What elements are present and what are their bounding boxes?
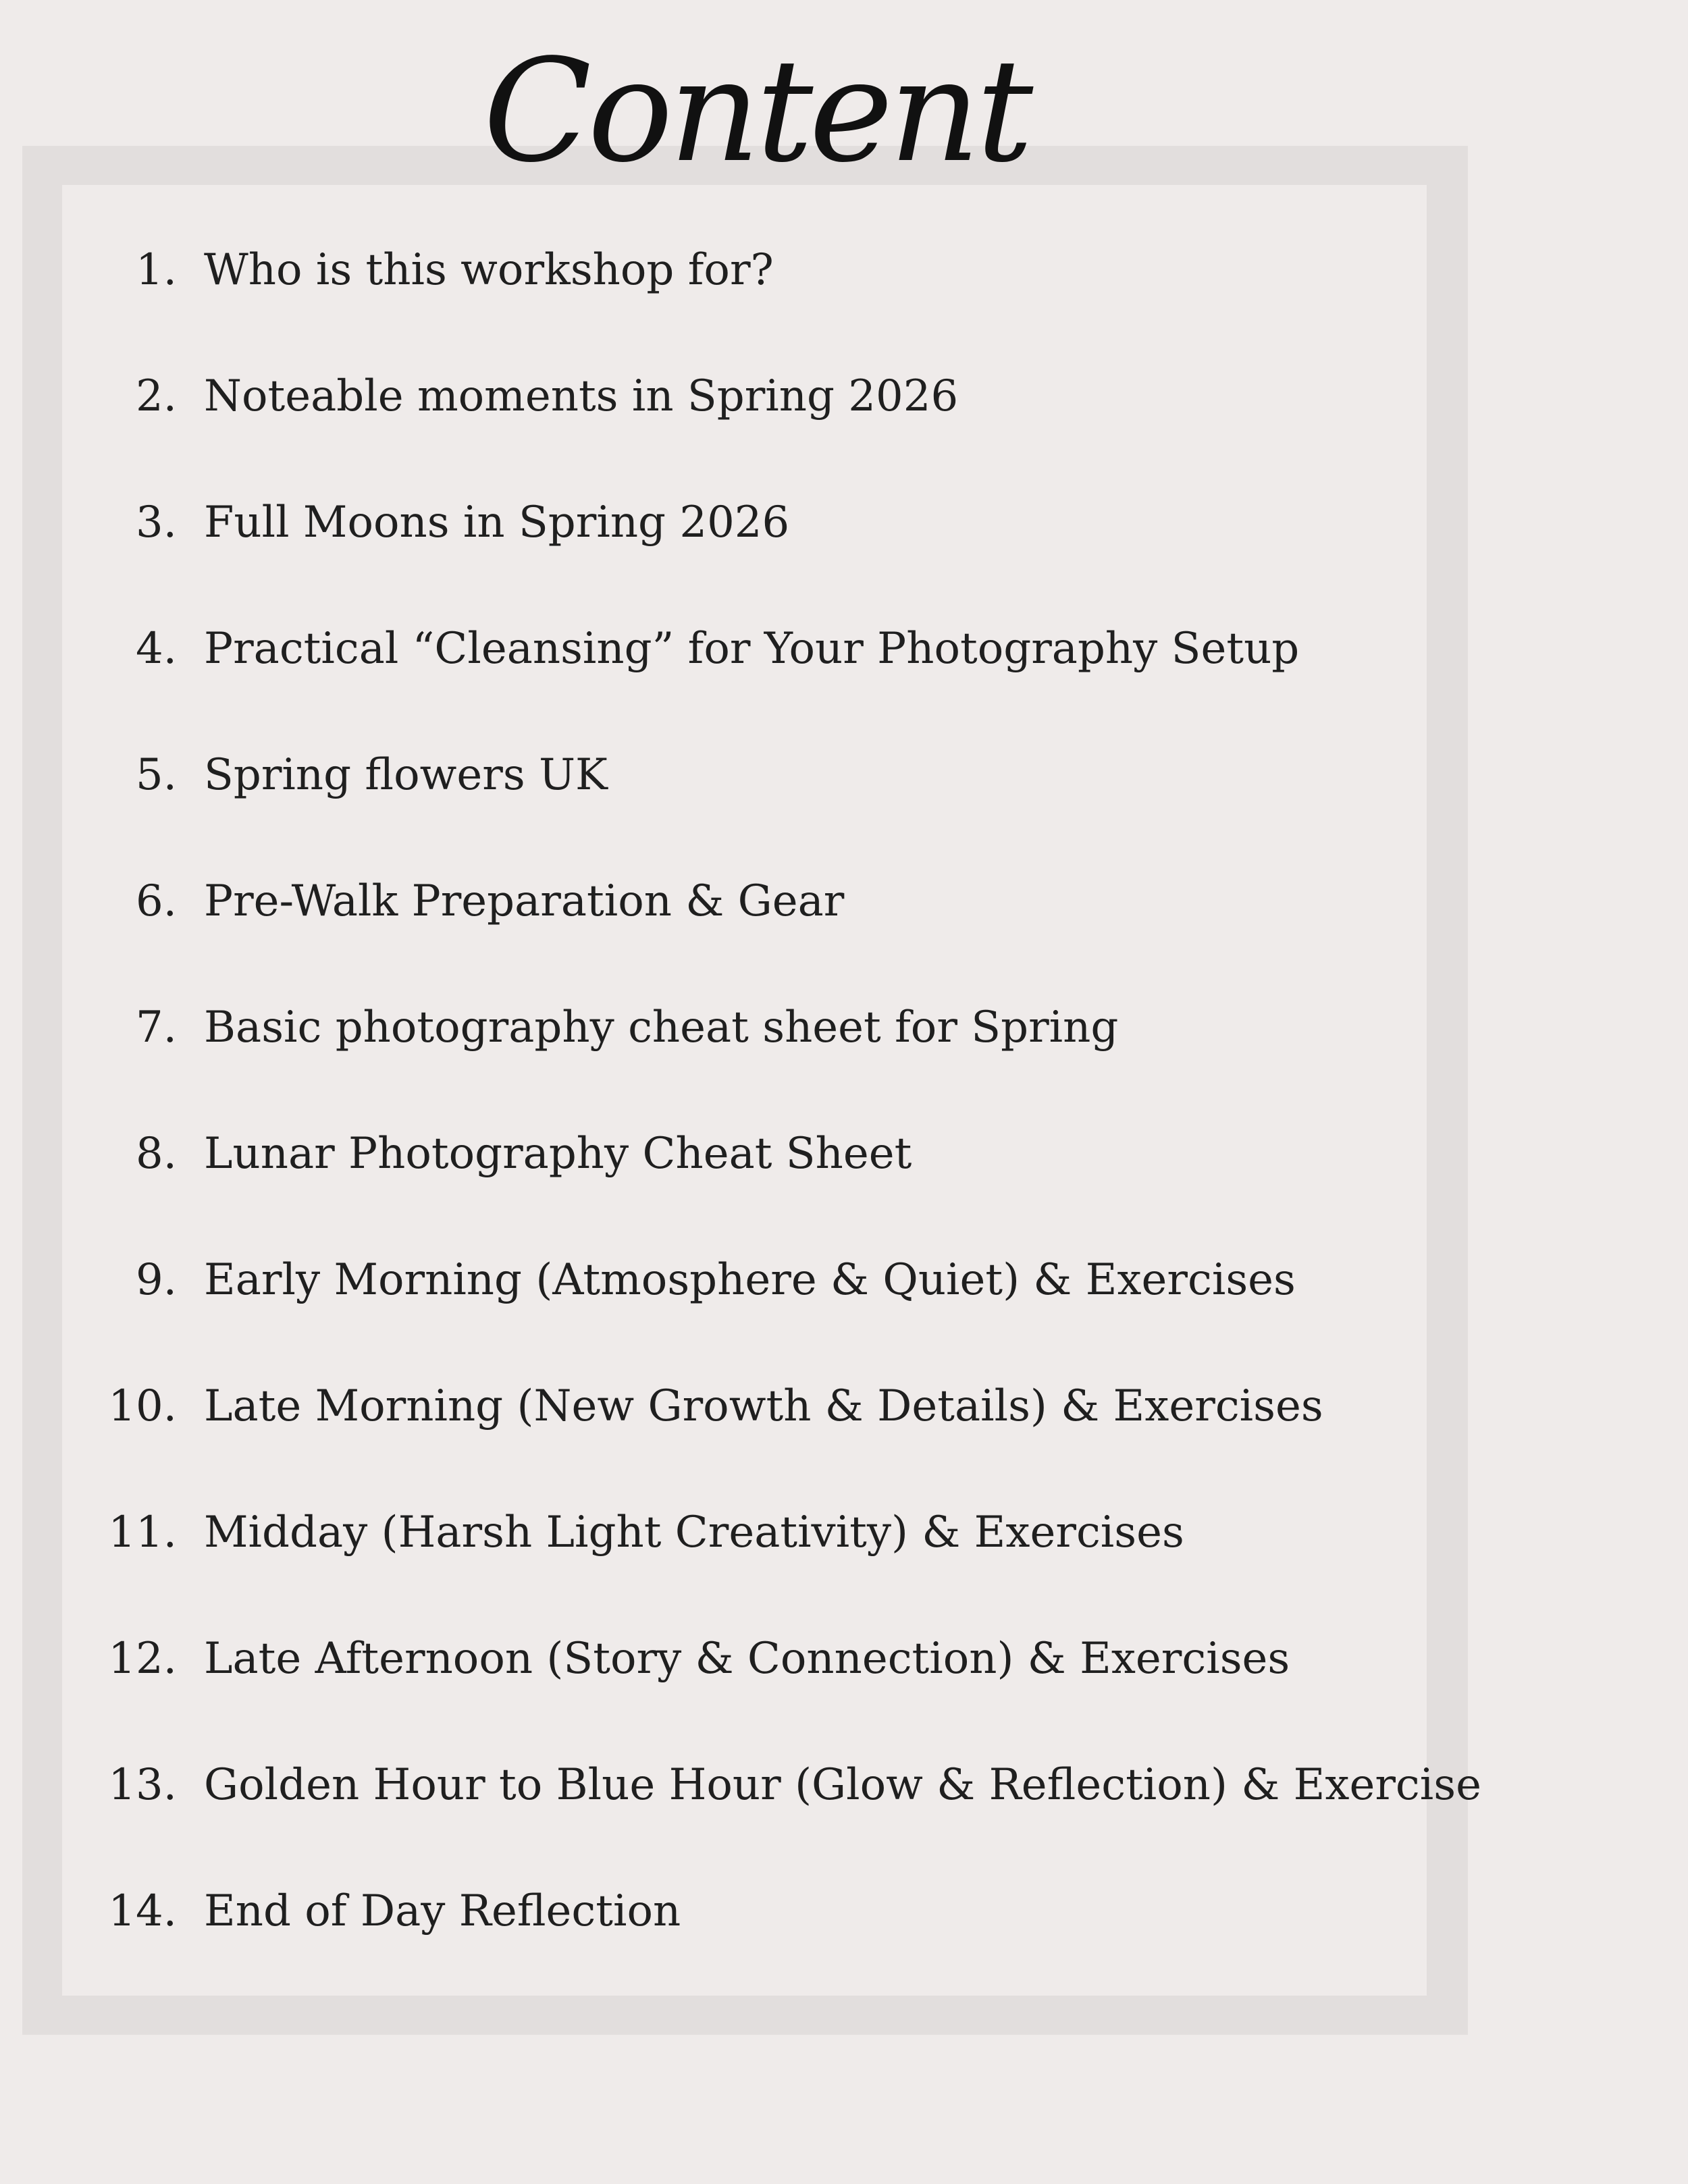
toc-item xyxy=(0,735,1485,861)
toc-item-label: Full Moons in Spring 2026 xyxy=(204,498,790,548)
toc-item-number: 7. xyxy=(135,1003,177,1053)
toc-item-number: 4. xyxy=(135,624,177,674)
toc-item xyxy=(0,1240,1485,1366)
toc-item-label: Late Morning (New Growth & Details) & Exercises xyxy=(204,1381,1323,1431)
toc-item-number: 2. xyxy=(135,371,177,421)
toc-item-label: Practical “Cleansing” for Your Photography Setup xyxy=(204,624,1300,674)
toc-item xyxy=(0,1618,1485,1744)
toc-item-label: Spring flowers UK xyxy=(204,750,608,800)
toc-item-label: End of Day Reflection xyxy=(204,1886,681,1936)
toc-item-number: 1. xyxy=(135,245,177,295)
toc-item xyxy=(0,356,1485,482)
toc-item-label: Late Afternoon (Story & Connection) & Exercises xyxy=(204,1634,1290,1684)
toc-item-label: Noteable moments in Spring 2026 xyxy=(204,371,959,421)
toc-item-label: Lunar Photography Cheat Sheet xyxy=(204,1129,912,1179)
toc-item-number: 12. xyxy=(108,1634,177,1684)
toc-item-number: 3. xyxy=(135,498,177,548)
toc-item xyxy=(0,1871,1485,1997)
toc-item-number: 8. xyxy=(135,1129,177,1179)
toc-item-number: 6. xyxy=(135,876,177,926)
toc-item xyxy=(0,230,1485,356)
toc-item-label: Golden Hour to Blue Hour (Glow & Reflection) & Exercise xyxy=(204,1760,1481,1810)
toc-item-label: Midday (Harsh Light Creativity) & Exercises xyxy=(204,1508,1184,1557)
toc-item-number: 13. xyxy=(108,1760,177,1810)
page-title: Content xyxy=(483,28,1030,194)
toc-item-label: Who is this workshop for? xyxy=(204,245,774,295)
toc-item-label: Early Morning (Atmosphere & Quiet) & Exercises xyxy=(204,1255,1296,1305)
toc-item-number: 11. xyxy=(108,1508,177,1557)
toc-item xyxy=(0,1366,1485,1492)
toc-item-label: Pre-Walk Preparation & Gear xyxy=(204,876,845,926)
toc-item xyxy=(0,482,1485,608)
toc-item xyxy=(0,987,1485,1113)
toc-item-number: 10. xyxy=(108,1381,177,1431)
toc-item-number: 9. xyxy=(135,1255,177,1305)
toc-item-number: 5. xyxy=(135,750,177,800)
toc-item xyxy=(0,1113,1485,1240)
toc-item xyxy=(0,608,1485,735)
toc-item-number: 14. xyxy=(108,1886,177,1936)
table-of-contents xyxy=(0,230,1485,1997)
toc-item xyxy=(0,1492,1485,1618)
toc-item xyxy=(0,1744,1485,1871)
toc-item xyxy=(0,861,1485,987)
toc-item-label: Basic photography cheat sheet for Spring xyxy=(204,1003,1119,1053)
